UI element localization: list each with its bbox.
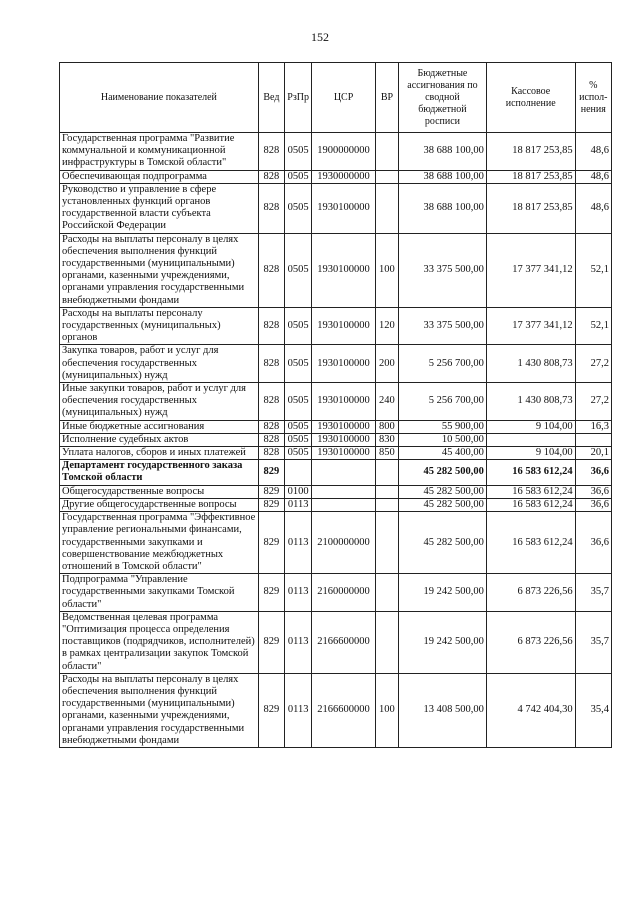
cell-budget: 33 375 500,00	[399, 307, 487, 345]
cell-name: Департамент государственного заказа Томской области	[60, 460, 259, 485]
cell-percent: 16,3	[575, 420, 611, 433]
cell-budget: 45 400,00	[399, 447, 487, 460]
cell-ved: 829	[258, 460, 284, 485]
cell-ved: 828	[258, 307, 284, 345]
cell-ved: 829	[258, 498, 284, 511]
cell-cash: 16 583 612,24	[486, 485, 575, 498]
cell-rzpr: 0113	[285, 574, 312, 612]
cell-name: Иные бюджетные ассигнования	[60, 420, 259, 433]
cell-rzpr: 0505	[285, 233, 312, 307]
table-row	[60, 383, 612, 421]
cell-percent: 35,4	[575, 673, 611, 747]
cell-ved: 828	[258, 345, 284, 383]
cell-budget: 38 688 100,00	[399, 183, 487, 233]
cell-csr: 1930100000	[312, 447, 376, 460]
cell-ved: 829	[258, 673, 284, 747]
cell-percent: 35,7	[575, 574, 611, 612]
cell-rzpr: 0505	[285, 447, 312, 460]
cell-vr	[375, 460, 398, 485]
header-vr: ВР	[375, 63, 398, 133]
cell-budget: 5 256 700,00	[399, 383, 487, 421]
table-row	[60, 447, 612, 460]
cell-csr: 2100000000	[312, 512, 376, 574]
cell-budget: 13 408 500,00	[399, 673, 487, 747]
cell-csr: 1930100000	[312, 183, 376, 233]
cell-vr: 830	[375, 433, 398, 446]
cell-rzpr: 0505	[285, 133, 312, 171]
cell-name: Государственная программа "Эффективное управление региональными финансами, государственными закупками и совершенствование межбюджетных отношений в Томской области"	[60, 512, 259, 574]
table-row	[60, 673, 612, 747]
cell-percent: 27,2	[575, 345, 611, 383]
cell-rzpr: 0505	[285, 420, 312, 433]
cell-vr	[375, 133, 398, 171]
cell-name: Иные закупки товаров, работ и услуг для обеспечения государственных (муниципальных) нужд	[60, 383, 259, 421]
cell-rzpr: 0505	[285, 433, 312, 446]
cell-budget: 45 282 500,00	[399, 512, 487, 574]
cell-name: Расходы на выплаты персоналу в целях обеспечения выполнения функций государственными (муниципальными) органами, казенными учреждениями, органами управления государственными внебюджетными фондами	[60, 673, 259, 747]
cell-name: Обеспечивающая подпрограмма	[60, 170, 259, 183]
cell-budget: 55 900,00	[399, 420, 487, 433]
cell-rzpr: 0100	[285, 485, 312, 498]
cell-cash: 4 742 404,30	[486, 673, 575, 747]
cell-cash: 17 377 341,12	[486, 233, 575, 307]
cell-percent: 20,1	[575, 447, 611, 460]
cell-csr: 1930100000	[312, 383, 376, 421]
cell-ved: 828	[258, 233, 284, 307]
cell-name: Исполнение судебных актов	[60, 433, 259, 446]
cell-budget: 45 282 500,00	[399, 460, 487, 485]
cell-budget: 45 282 500,00	[399, 485, 487, 498]
cell-vr: 240	[375, 383, 398, 421]
cell-vr: 800	[375, 420, 398, 433]
table-row	[60, 233, 612, 307]
cell-cash: 18 817 253,85	[486, 183, 575, 233]
cell-name: Закупка товаров, работ и услуг для обеспечения государственных (муниципальных) нужд	[60, 345, 259, 383]
table-row	[60, 183, 612, 233]
cell-vr: 850	[375, 447, 398, 460]
cell-name: Подпрограмма "Управление государственными закупками Томской области"	[60, 574, 259, 612]
cell-csr	[312, 460, 376, 485]
cell-ved: 828	[258, 133, 284, 171]
cell-name: Другие общегосударственные вопросы	[60, 498, 259, 511]
cell-rzpr: 0505	[285, 183, 312, 233]
cell-cash: 16 583 612,24	[486, 512, 575, 574]
cell-percent: 48,6	[575, 170, 611, 183]
table-row	[60, 170, 612, 183]
cell-name: Ведомственная целевая программа "Оптимизация процесса определения поставщиков (подрядчиков, исполнителей) в рамках централизации закупок Томской области"	[60, 611, 259, 673]
cell-rzpr: 0113	[285, 512, 312, 574]
budget-execution-table	[59, 62, 612, 748]
cell-ved: 829	[258, 611, 284, 673]
cell-percent: 35,7	[575, 611, 611, 673]
header-rzpr: РзПр	[285, 63, 312, 133]
cell-rzpr: 0113	[285, 673, 312, 747]
table-row	[60, 512, 612, 574]
header-ved: Вед	[258, 63, 284, 133]
cell-name: Расходы на выплаты персоналу государственных (муниципальных) органов	[60, 307, 259, 345]
cell-name: Общегосударственные вопросы	[60, 485, 259, 498]
cell-cash: 6 873 226,56	[486, 611, 575, 673]
cell-csr: 1930100000	[312, 420, 376, 433]
cell-percent: 36,6	[575, 498, 611, 511]
table-row	[60, 133, 612, 171]
cell-budget: 45 282 500,00	[399, 498, 487, 511]
cell-cash: 1 430 808,73	[486, 345, 575, 383]
cell-budget: 33 375 500,00	[399, 233, 487, 307]
table-row	[60, 611, 612, 673]
cell-vr	[375, 170, 398, 183]
cell-cash: 16 583 612,24	[486, 498, 575, 511]
cell-percent: 36,6	[575, 485, 611, 498]
cell-ved: 829	[258, 512, 284, 574]
cell-percent: 36,6	[575, 512, 611, 574]
cell-budget: 38 688 100,00	[399, 133, 487, 171]
cell-ved: 828	[258, 383, 284, 421]
cell-csr	[312, 498, 376, 511]
header-percent: % испол-нения	[575, 63, 611, 133]
cell-percent	[575, 433, 611, 446]
cell-vr: 120	[375, 307, 398, 345]
page-number: 152	[311, 30, 329, 44]
cell-csr: 1930100000	[312, 233, 376, 307]
header-csr: ЦСР	[312, 63, 376, 133]
cell-rzpr	[285, 460, 312, 485]
cell-cash: 9 104,00	[486, 420, 575, 433]
cell-vr	[375, 611, 398, 673]
cell-ved: 828	[258, 433, 284, 446]
header-name: Наименование показателей	[60, 63, 259, 133]
cell-budget: 38 688 100,00	[399, 170, 487, 183]
cell-percent: 52,1	[575, 233, 611, 307]
cell-ved: 829	[258, 574, 284, 612]
cell-csr: 1930000000	[312, 170, 376, 183]
cell-cash: 16 583 612,24	[486, 460, 575, 485]
cell-cash: 1 430 808,73	[486, 383, 575, 421]
cell-cash: 9 104,00	[486, 447, 575, 460]
table-row	[60, 420, 612, 433]
cell-cash: 18 817 253,85	[486, 170, 575, 183]
cell-cash	[486, 433, 575, 446]
header-budget: Бюджетные ассигнования по сводной бюджетной росписи	[399, 63, 487, 133]
cell-rzpr: 0505	[285, 307, 312, 345]
cell-csr: 1900000000	[312, 133, 376, 171]
cell-cash: 17 377 341,12	[486, 307, 575, 345]
cell-ved: 829	[258, 485, 284, 498]
cell-rzpr: 0505	[285, 345, 312, 383]
cell-vr	[375, 498, 398, 511]
cell-vr	[375, 183, 398, 233]
cell-ved: 828	[258, 170, 284, 183]
cell-ved: 828	[258, 447, 284, 460]
table-row	[60, 574, 612, 612]
table-row	[60, 307, 612, 345]
cell-rzpr: 0505	[285, 383, 312, 421]
cell-rzpr: 0113	[285, 611, 312, 673]
cell-vr	[375, 574, 398, 612]
cell-vr: 100	[375, 233, 398, 307]
cell-percent: 48,6	[575, 133, 611, 171]
cell-ved: 828	[258, 183, 284, 233]
table-row	[60, 460, 612, 485]
cell-budget: 19 242 500,00	[399, 574, 487, 612]
cell-cash: 18 817 253,85	[486, 133, 575, 171]
cell-rzpr: 0113	[285, 498, 312, 511]
cell-csr: 2166600000	[312, 673, 376, 747]
cell-csr: 1930100000	[312, 307, 376, 345]
table-row	[60, 485, 612, 498]
cell-vr	[375, 512, 398, 574]
table-row	[60, 433, 612, 446]
cell-percent: 52,1	[575, 307, 611, 345]
cell-percent: 48,6	[575, 183, 611, 233]
cell-name: Государственная программа "Развитие коммунальной и коммуникационной инфраструктуры в Томской области"	[60, 133, 259, 171]
cell-budget: 5 256 700,00	[399, 345, 487, 383]
cell-vr: 200	[375, 345, 398, 383]
cell-cash: 6 873 226,56	[486, 574, 575, 612]
cell-percent: 27,2	[575, 383, 611, 421]
cell-name: Уплата налогов, сборов и иных платежей	[60, 447, 259, 460]
cell-budget: 10 500,00	[399, 433, 487, 446]
cell-rzpr: 0505	[285, 170, 312, 183]
cell-percent: 36,6	[575, 460, 611, 485]
cell-vr	[375, 485, 398, 498]
cell-vr: 100	[375, 673, 398, 747]
cell-csr: 2166600000	[312, 611, 376, 673]
cell-budget: 19 242 500,00	[399, 611, 487, 673]
cell-csr: 2160000000	[312, 574, 376, 612]
table-row	[60, 498, 612, 511]
cell-csr	[312, 485, 376, 498]
cell-name: Расходы на выплаты персоналу в целях обеспечения выполнения функций государственными (муниципальными) органами, казенными учреждениями, органами управления государственными внебюджетными фондами	[60, 233, 259, 307]
cell-name: Руководство и управление в сфере установленных функций органов государственной власти субъекта Российской Федерации	[60, 183, 259, 233]
cell-csr: 1930100000	[312, 345, 376, 383]
table-body	[60, 133, 612, 748]
cell-ved: 828	[258, 420, 284, 433]
table-header-row	[60, 63, 612, 133]
table-row	[60, 345, 612, 383]
cell-csr: 1930100000	[312, 433, 376, 446]
header-cash: Кассовое исполнение	[486, 63, 575, 133]
